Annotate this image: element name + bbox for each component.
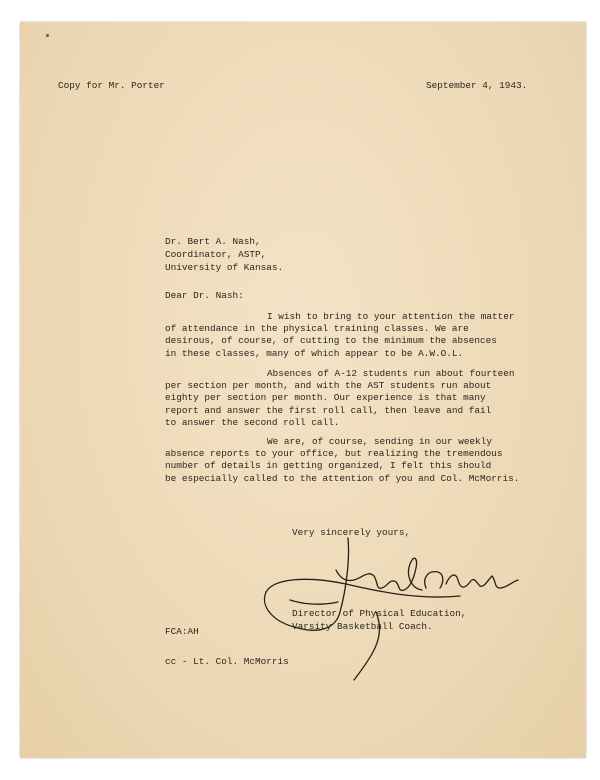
carbon-copy-line: cc - Lt. Col. McMorris <box>165 656 289 667</box>
staple-mark <box>46 34 49 37</box>
body-line: of attendance in the physical training classes. We are <box>165 323 469 335</box>
typist-initials: FCA:AH <box>165 626 199 637</box>
salutation: Dear Dr. Nash: <box>165 290 244 301</box>
signature-title-line: Varsity Basketball Coach. <box>292 621 433 632</box>
recipient-line: Dr. Bert A. Nash, <box>165 236 261 247</box>
body-paragraph-1 <box>165 311 515 360</box>
body-line: I wish to bring to your attention the matter <box>267 311 515 322</box>
body-line: in these classes, many of which appear to be A.W.O.L. <box>165 347 464 359</box>
recipient-line: University of Kansas. <box>165 262 284 273</box>
recipient-line: Coordinator, ASTP, <box>165 249 267 260</box>
letter-date: September 4, 1943. <box>426 80 528 91</box>
body-line: Absences of A-12 students run about fourteen <box>267 368 515 379</box>
body-paragraph-2 <box>165 368 515 429</box>
body-line: number of details in getting organized, I felt this should <box>165 460 492 472</box>
body-line: eighty per section per month. Our experience is that many <box>165 392 486 404</box>
closing: Very sincerely yours, <box>292 527 411 538</box>
body-line: be especially called to the attention of you and Col. McMorris. <box>165 472 520 484</box>
signature-title-line: Director of Physical Education, <box>292 608 467 619</box>
body-line: per section per month, and with the AST students run about <box>165 380 492 392</box>
body-line: desirous, of course, of cutting to the minimum the absences <box>165 335 497 347</box>
copy-note: Copy for Mr. Porter <box>58 80 165 91</box>
body-line: report and answer the first roll call, then leave and fail <box>165 404 492 416</box>
body-line: absence reports to your office, but realizing the tremendous <box>165 448 503 460</box>
body-line: to answer the second roll call. <box>165 416 340 428</box>
body-paragraph-3 <box>165 436 519 485</box>
body-line: We are, of course, sending in our weekly <box>267 436 493 447</box>
